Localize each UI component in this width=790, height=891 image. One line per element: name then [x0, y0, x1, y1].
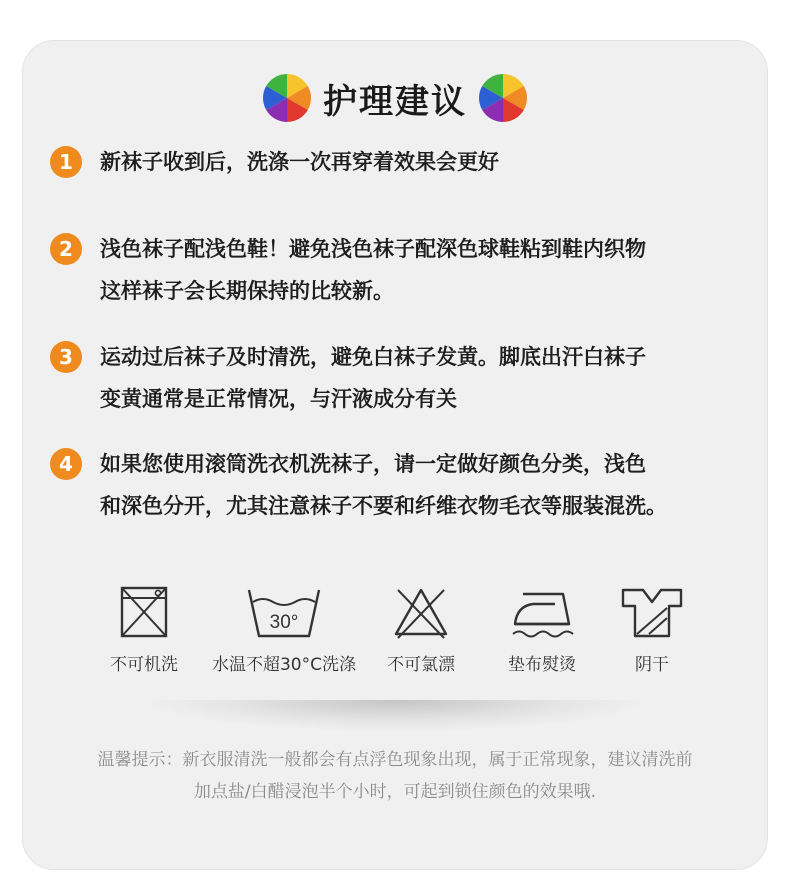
tip-number-badge: 3: [50, 341, 82, 373]
tip-item-3: [50, 341, 750, 420]
warm-tip-note: [0, 744, 790, 808]
care-header: [0, 70, 790, 126]
tip-line: 如果您使用滚筒洗衣机洗袜子，请一定做好颜色分类，浅色: [100, 452, 646, 476]
no-bleach-icon: [392, 584, 450, 640]
care-icon-wash-30: [204, 584, 364, 675]
no-machine-wash-icon: [118, 584, 170, 640]
tip-item-2: [50, 233, 750, 312]
tip-number-badge: 1: [50, 146, 82, 178]
care-icon-label: 水温不超30°C洗涤: [211, 655, 356, 675]
care-icon-label: 不可机洗: [110, 655, 178, 675]
note-line: 温馨提示：新衣服清洗一般都会有点浮色现象出现，属于正常现象，建议清洗前: [97, 750, 693, 770]
tip-line: 和深色分开，尤其注意袜子不要和纤维衣物毛衣等服装混洗。: [100, 494, 667, 518]
tip-number-badge: 4: [50, 448, 82, 480]
tip-item-4: [50, 448, 750, 527]
tip-line: 这样袜子会长期保持的比较新。: [100, 279, 394, 303]
tip-text: [100, 228, 646, 312]
tip-text: [100, 336, 646, 420]
shade-dry-icon: [619, 584, 685, 640]
tip-line: 新袜子收到后，洗涤一次再穿着效果会更好: [100, 150, 499, 174]
care-icon-iron-with-cloth: [492, 584, 592, 675]
wash-30-icon: [246, 584, 322, 640]
care-icon-label: 不可氯漂: [387, 655, 455, 675]
tip-line: 浅色袜子配浅色鞋！避免浅色袜子配深色球鞋粘到鞋内织物: [100, 237, 646, 261]
page-title: 护理建议: [323, 81, 467, 122]
tip-text: [100, 443, 667, 527]
color-wheel-icon: [261, 72, 313, 124]
care-icon-shade-dry: [602, 584, 702, 675]
tip-number-badge: 2: [50, 233, 82, 265]
care-icon-no-machine-wash: [94, 584, 194, 675]
divider-shadow: [140, 700, 650, 732]
note-line: 加点盐/白醋浸泡半个小时，可起到锁住颜色的效果哦.: [193, 782, 597, 802]
iron-with-cloth-icon: [509, 584, 575, 640]
tip-line: 运动过后袜子及时清洗，避免白袜子发黄。脚底出汗白袜子: [100, 345, 646, 369]
tip-text: [100, 141, 499, 183]
care-icon-no-bleach: [371, 584, 471, 675]
care-icon-label: 阴干: [635, 655, 669, 675]
wash-temp-text: 30°: [269, 612, 299, 633]
tip-item-1: [50, 146, 750, 183]
tip-line: 变黄通常是正常情况，与汗液成分有关: [100, 387, 457, 411]
color-wheel-icon: [477, 72, 529, 124]
care-icon-label: 垫布熨烫: [508, 655, 576, 675]
